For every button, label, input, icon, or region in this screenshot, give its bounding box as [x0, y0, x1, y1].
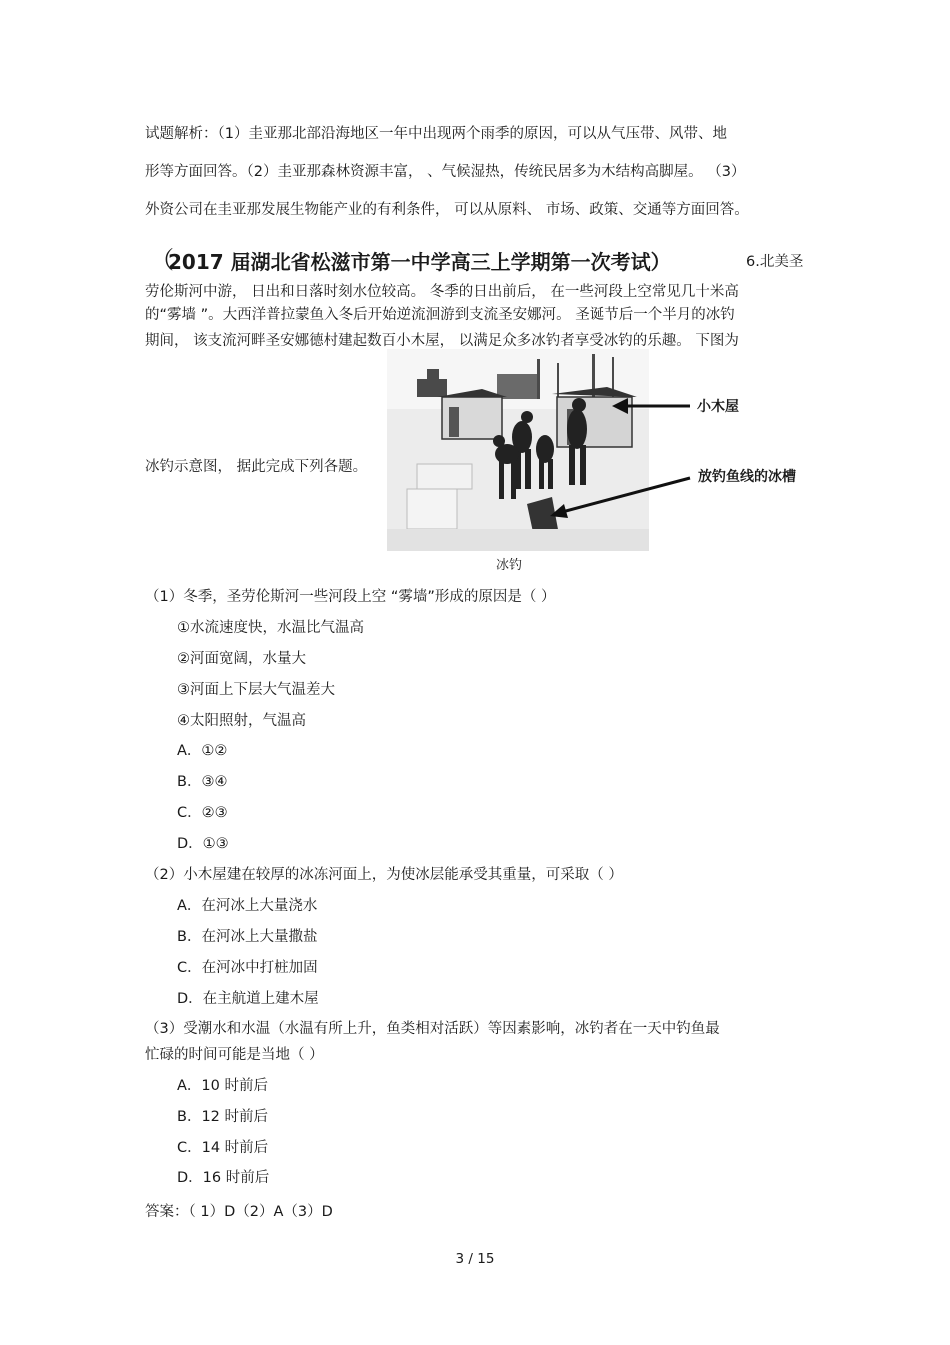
source-title: 2017 届湖北省松滋市第一中学高三上学期第一次考试）: [168, 250, 671, 274]
passage-line-3: 期间， 该支流河畔圣安娜德村建起数百小木屋， 以满足众多冰钓者享受冰钓的乐趣。 下图为: [145, 333, 739, 349]
source-open-paren: （: [150, 246, 174, 274]
passage-line-1: 劳伦斯河中游， 日出和日落时刻水位较高。 冬季的日出前后， 在一些河段上空常见几十米高: [145, 284, 739, 300]
q1-option-b: B．③④: [177, 774, 228, 790]
q1-option-c: C．②③: [177, 805, 228, 821]
q3-stem-1: （3）受潮水和水温（水温有所上升，鱼类相对活跃）等因素影响，冰钓者在一天中钓鱼最: [145, 1021, 720, 1037]
q1-option-d: D．①③: [177, 836, 229, 852]
q3-option-a: A．10 时前后: [177, 1078, 268, 1094]
q1-option-a: A．①②: [177, 743, 228, 759]
q1-stem: （1）冬季，圣劳伦斯河一些河段上空 “雾墙”形成的原因是（ ）: [145, 589, 556, 605]
passage-line-4: 冰钓示意图， 据此完成下列各题。: [145, 459, 368, 475]
label-trough: 放钓鱼线的冰槽: [698, 469, 796, 485]
analysis-line-1: 试题解析：（1）圭亚那北部沿海地区一年中出现两个雨季的原因，可以从气压带、风带、地: [145, 126, 727, 142]
q3-option-b: B．12 时前后: [177, 1109, 269, 1125]
label-cabin: 小木屋: [697, 399, 739, 415]
q1-item-1: ①水流速度快，水温比气温高: [177, 620, 364, 636]
q1-item-3: ③河面上下层大气温差大: [177, 682, 335, 698]
q2-option-d: D．在主航道上建木屋: [177, 991, 319, 1007]
analysis-line-2: 形等方面回答。（2）圭亚那森林资源丰富， 、气候湿热，传统民居多为木结构高脚屋。 （3）: [145, 164, 746, 180]
answer-line: 答案：（ 1）D（2）A（3）D: [145, 1204, 333, 1220]
q3-option-c: C．14 时前后: [177, 1140, 269, 1156]
q2-option-c: C．在河冰中打桩加固: [177, 960, 318, 976]
page-number: 3 / 15: [455, 1251, 495, 1267]
question-number: 6.北美圣: [746, 254, 804, 270]
q1-item-2: ②河面宽阔，水量大: [177, 651, 306, 667]
q3-stem-2: 忙碌的时间可能是当地（ ）: [145, 1047, 324, 1063]
q2-option-b: B．在河冰上大量撒盐: [177, 929, 318, 945]
q2-stem: （2）小木屋建在较厚的冰冻河面上，为使冰层能承受其重量，可采取（ ）: [145, 867, 623, 883]
q2-option-a: A．在河冰上大量浇水: [177, 898, 318, 914]
passage-line-2: 的“雾墙 ”。大西洋普拉蒙鱼入冬后开始逆流洄游到支流圣安娜河。 圣诞节后一个半月的冰钓: [145, 307, 735, 323]
figure-caption: 冰钓: [496, 558, 523, 573]
q3-option-d: D．16 时前后: [177, 1170, 270, 1186]
analysis-line-3: 外资公司在圭亚那发展生物能产业的有利条件， 可以从原料、 市场、政策、交通等方面回答。: [145, 202, 749, 218]
q1-item-4: ④太阳照射，气温高: [177, 713, 306, 729]
